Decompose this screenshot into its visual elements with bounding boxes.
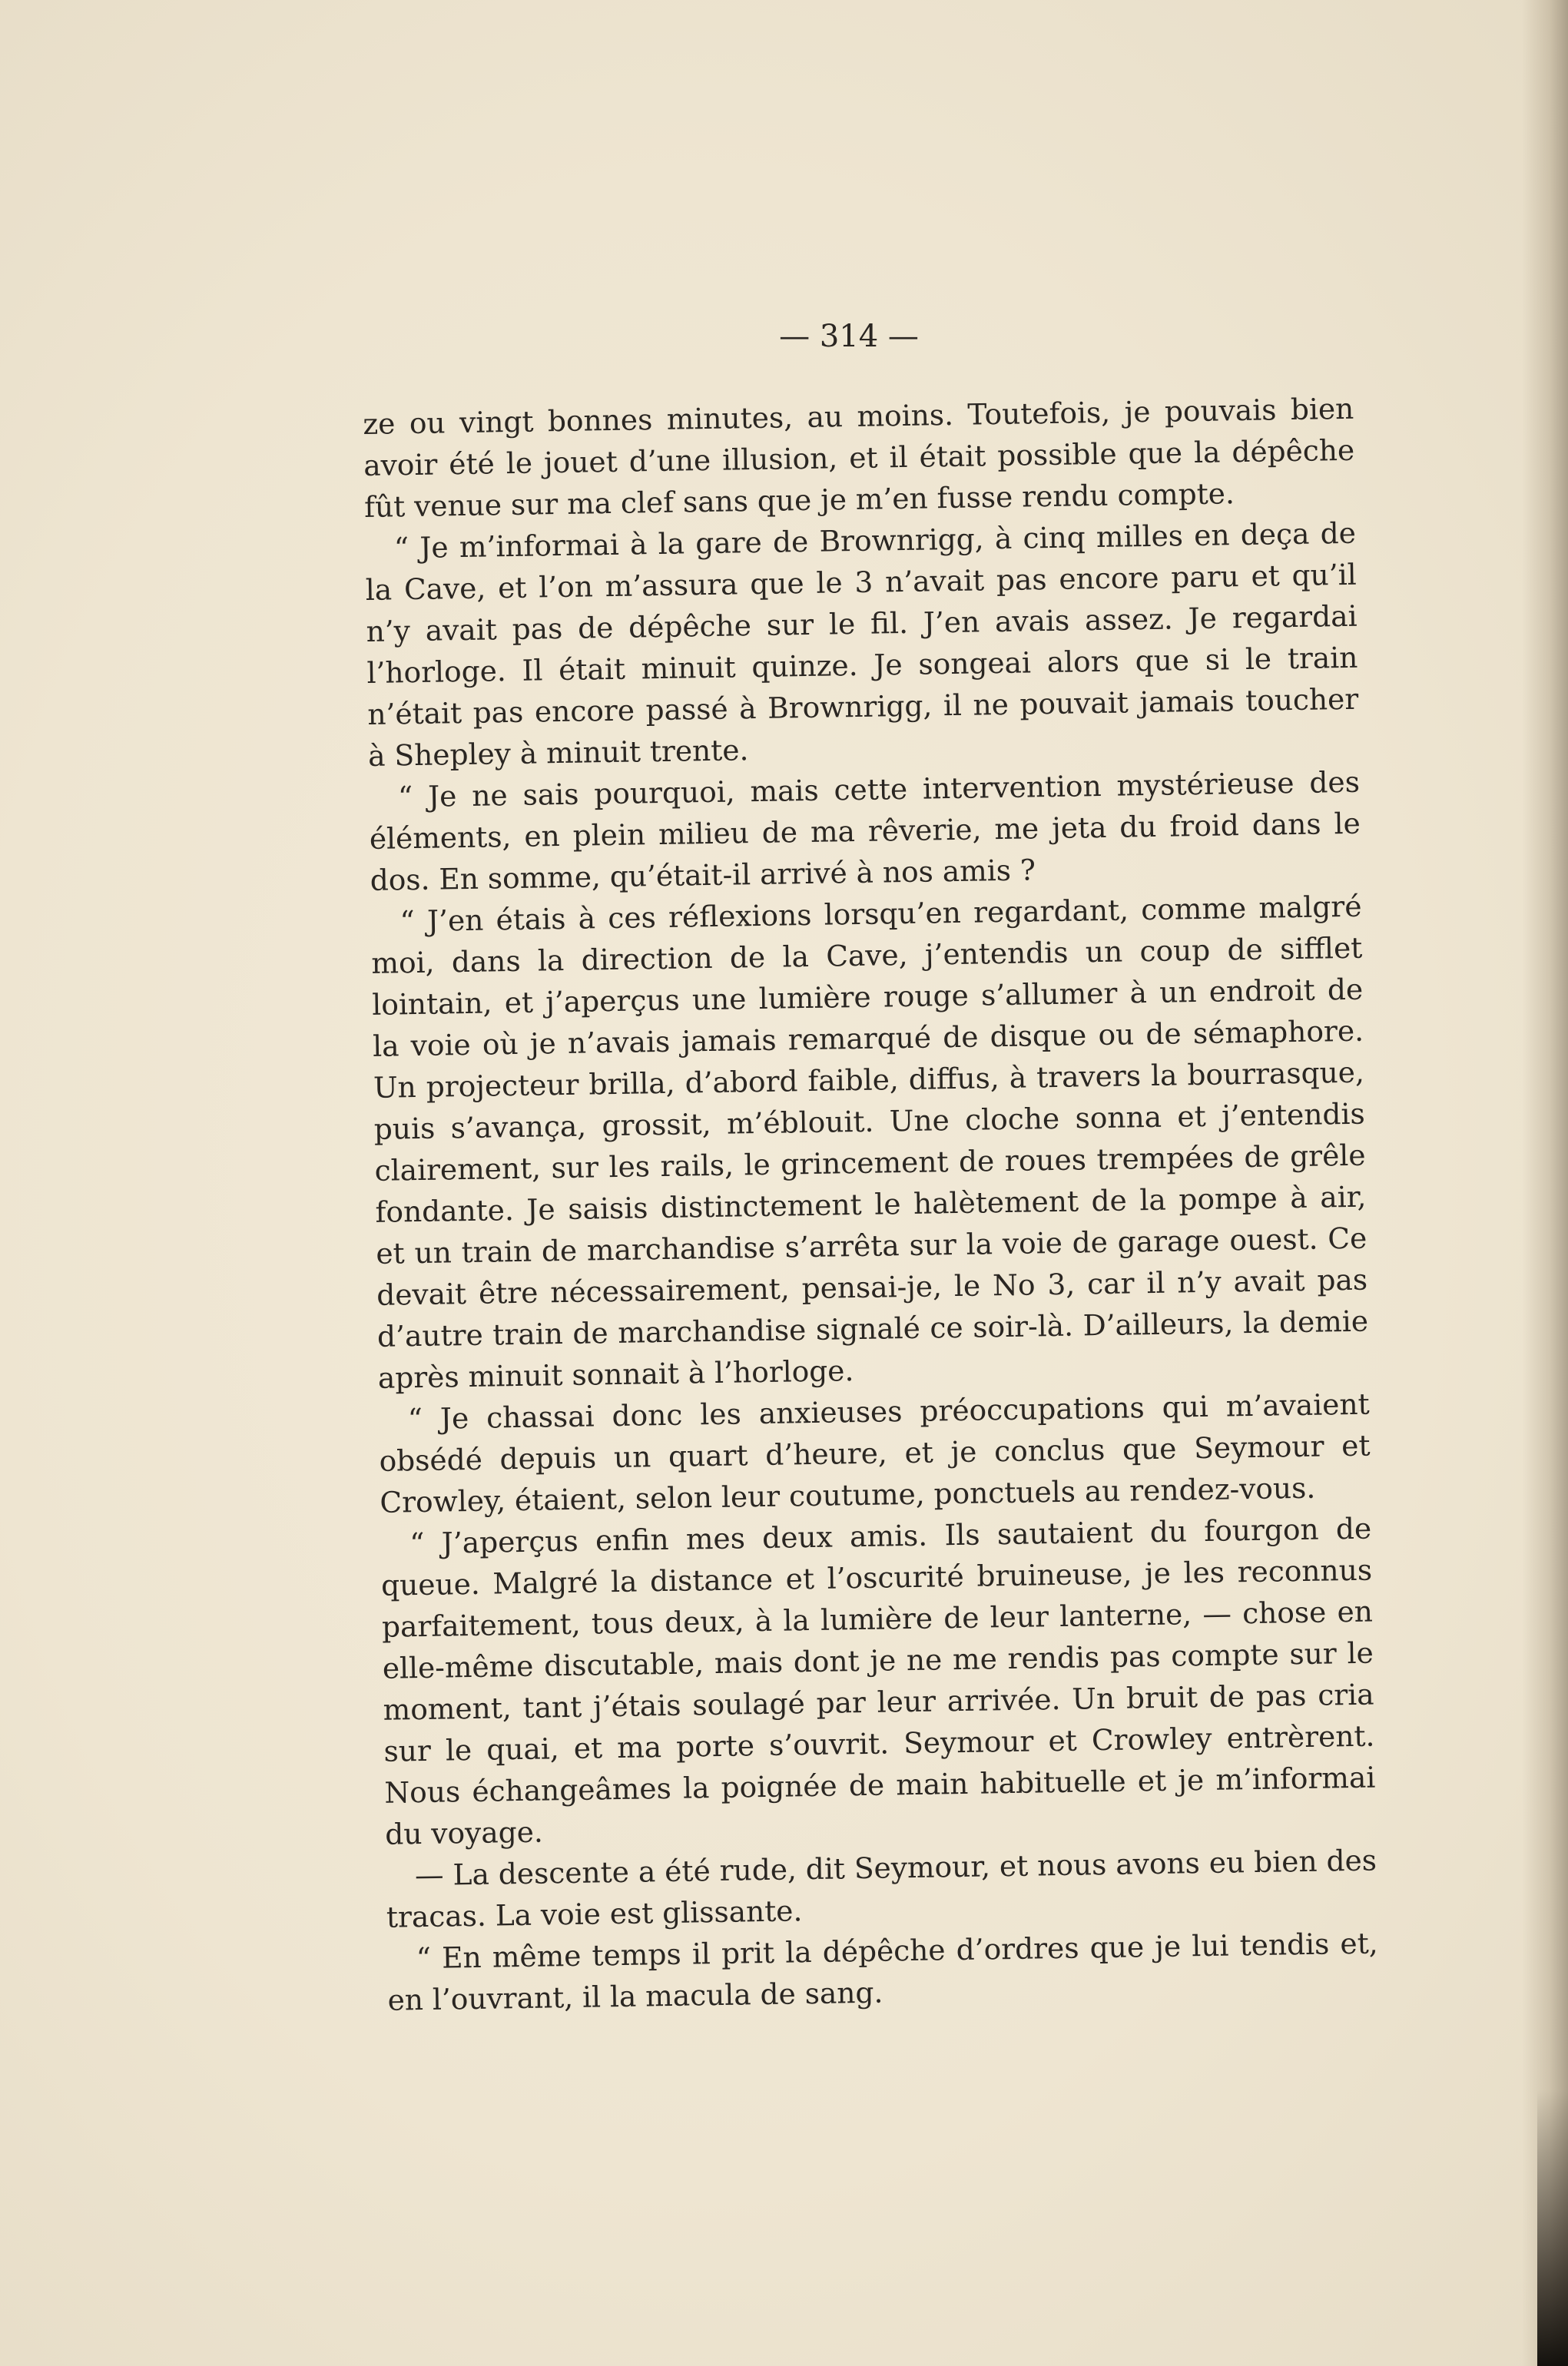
page-number: — 314 —: [779, 319, 919, 354]
paragraph: “ Je m’informai à la gare de Brownrigg, à cinq milles en deça de la Cave, et l’on m’assura que le 3 n’avait pas encore paru et qu’il n’y avait pas de dépêche sur le fil. J’en avais assez. Je regardai l’horloge. Il était minuit quinze. Je songeai alors que si le train n’était pas encore passé à Brownrigg, il ne pouvait jamais toucher à Shepley à minuit trente.: [365, 515, 1359, 773]
page-edge-dark-mark: [1537, 2089, 1568, 2366]
paragraph: “ En même temps il prit la dépêche d’ordres que je lui tendis et, en l’ouvrant, il la macula de sang.: [387, 1926, 1378, 2017]
paragraph: “ Je ne sais pourquoi, mais cette intervention mystérieuse des éléments, en plein milieu de ma rêverie, me jeta du froid dans le dos. En somme, qu’était-il arrivé à nos amis ?: [369, 764, 1361, 897]
paragraph: ze ou vingt bonnes minutes, au moins. Toutefois, je pouvais bien avoir été le jouet d’une illusion, et il était possible que la dépêche fût venue sur ma clef sans que je m’en fusse rendu compte.: [363, 391, 1355, 524]
paragraph: “ J’aperçus enfin mes deux amis. Ils sautaient du fourgon de queue. Malgré la distance et l’oscurité bruineuse, je les reconnus parfaitement, tous deux, à la lumière de leur lanterne, — chose en elle-même discutable, mais dont je ne me rendis pas compte sur le moment, tant j’étais soulagé par leur arrivée. Un bruit de pas cria sur le quai, et ma porte s’ouvrit. Seymour et Crowley entrèrent. Nous échangeâmes la poignée de main habituelle et je m’informai du voyage.: [380, 1511, 1376, 1851]
body-text: [363, 388, 1379, 2021]
paragraph: “ J’en étais à ces réflexions lorsqu’en regardant, comme malgré moi, dans la direction de la Cave, j’entendis un coup de sifflet lointain, et j’aperçus une lumière rouge s’allumer à un endroit de la voie où je n’avais jamais remarqué de disque ou de sémaphore. Un projecteur brilla, d’abord faible, diffus, à travers la bourrasque, puis s’avança, grossit, m’éblouit. Une cloche sonna et j’entendis clairement, sur les rails, le grincement de roues trempées de grêle fondante. Je saisis distinctement le halètement de la pompe à air, et un train de marchandise s’arrêta sur la voie de garage ouest. Ce devait être nécessairement, pensai-je, le No 3, car il n’y avait pas d’autre train de marchandise signalé ce soir-là. D’ailleurs, la demie après minuit sonnait à l’horloge.: [371, 889, 1369, 1395]
paragraph: “ Je chassai donc les anxieuses préoccupations qui m’avaient obsédé depuis un quart d’heure, et je conclus que Seymour et Crowley, étaient, selon leur coutume, ponctuels au rendez-vous.: [379, 1387, 1371, 1519]
paragraph: — La descente a été rude, dit Seymour, et nous avons eu bien des tracas. La voie est glissante.: [386, 1843, 1377, 1934]
page-gutter-shadow: [1522, 0, 1568, 2366]
